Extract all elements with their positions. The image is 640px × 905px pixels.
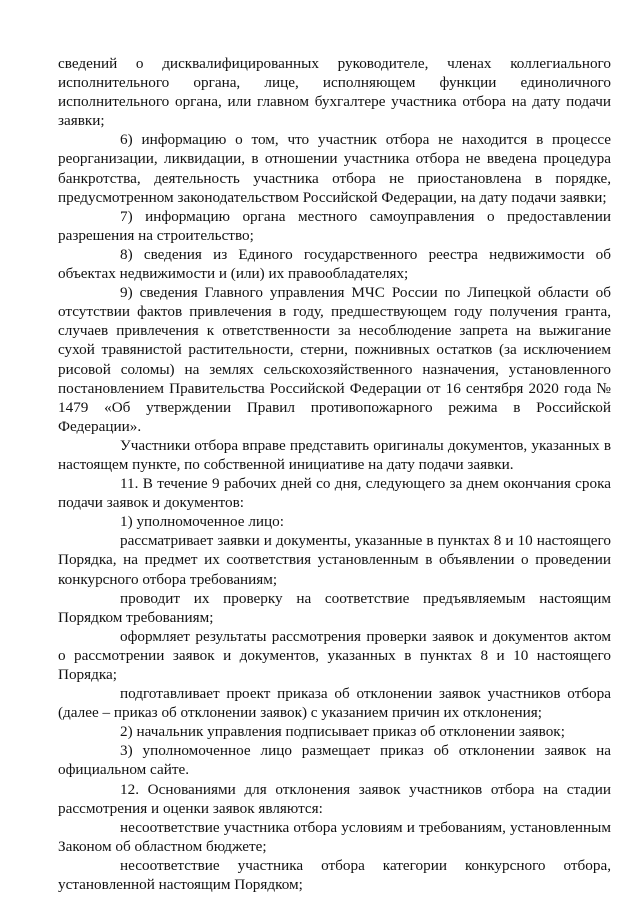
paragraph-11-formalizes: оформляет результаты рассмотрения проверки заявок и документов актом о рассмотрении заявок и документов, указанных в пунктах 8 и 10 настоящего Порядка; xyxy=(58,627,611,683)
paragraph-11-item-1: 1) уполномоченное лицо: xyxy=(120,513,284,531)
paragraph-12-ground-2: несоответствие участника отбора категории конкурсного отбора, установленной настоящим Порядком; xyxy=(58,856,611,894)
paragraph-11-item-3: 3) уполномоченное лицо размещает приказ об отклонении заявок на официальном сайте. xyxy=(58,742,611,779)
document-page xyxy=(58,54,611,894)
paragraph-item-6: 6) информацию о том, что участник отбора не находится в процессе реорганизации, ликвидации, в отношении участника отбора не введена процедура банкротства, деятельность участника отбора не приостановлена в порядке, предусмотренном законодательством Российской Федерации, на дату подачи заявки; xyxy=(58,131,611,206)
paragraph-11-checks: проводит их проверку на соответствие предъявляемым настоящим Порядком требованиям; xyxy=(58,589,611,626)
paragraph-item-9: 9) сведения Главного управления МЧС России по Липецкой области об отсутствии фактов привлечения в году, предшествующем году получения гранта, случаев привлечения к ответственности за несоблюдение запрета на выжигание сухой травянистой растительности, стерни, пожнивных остатков (за исключением рисовой соломы) на землях сельскохозяйственного назначения, установленного постановлением Правительства Российской Федерации от 16 сентября 2020 года № 1479 «Об утверждении Правил противопожарного режима в Российской Федерации». xyxy=(58,284,611,435)
paragraph-continuation: сведений о дисквалифицированных руководителе, членах коллегиального исполнительного органа, лице, исполняющем функции единоличного исполнительного органа, или главном бухгалтере участника отбора на дату подачи заявки; xyxy=(58,55,611,130)
paragraph-section-12: 12. Основаниями для отклонения заявок участников отбора на стадии рассмотрения и оценки заявок являются: xyxy=(58,780,611,817)
paragraph-section-11: 11. В течение 9 рабочих дней со дня, следующего за днем окончания срока подачи заявок и документов: xyxy=(58,475,611,512)
paragraph-item-8: 8) сведения из Единого государственного реестра недвижимости об объектах недвижимости и (или) их правообладателях; xyxy=(58,245,611,283)
paragraph-11-prepares: подготавливает проект приказа об отклонении заявок участников отбора (далее – приказ об отклонении заявок) с указанием причин их отклонения; xyxy=(58,685,611,722)
paragraph-11-item-2: 2) начальник управления подписывает приказ об отклонении заявок; xyxy=(120,723,565,741)
paragraph-11-reviews: рассматривает заявки и документы, указанные в пунктах 8 и 10 настоящего Порядка, на предмет их соответствия установленным в объявлении о проведении конкурсного отбора требованиям; xyxy=(58,532,611,588)
paragraph-originals-note: Участники отбора вправе представить оригиналы документов, указанных в настоящем пункте, по собственной инициативе на дату подачи заявки. xyxy=(58,436,611,473)
paragraph-item-7: 7) информацию органа местного самоуправления о предоставлении разрешения на строительство; xyxy=(58,207,611,244)
paragraph-12-ground-1: несоответствие участника отбора условиям и требованиям, установленным Законом об областном бюджете; xyxy=(58,818,611,855)
